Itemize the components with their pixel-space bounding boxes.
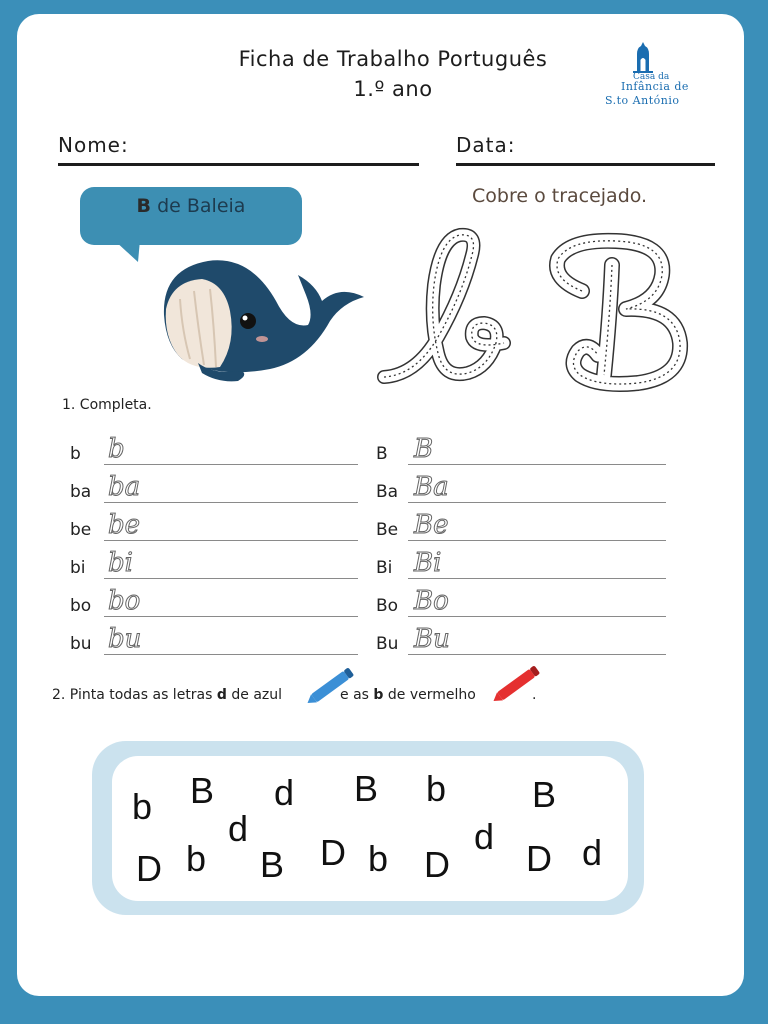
letter-tile[interactable]: D: [424, 844, 450, 885]
lower-model-word: bu: [108, 624, 142, 654]
letter-tile[interactable]: b: [426, 768, 447, 809]
lower-writing-line[interactable]: [104, 578, 358, 579]
upper-model-word: Be: [414, 510, 449, 540]
tracing-letters: [376, 225, 706, 395]
grade-line: 1.º ano: [353, 77, 433, 101]
logo-text-3: S.to António: [605, 94, 680, 107]
exercise-2-instruction: [52, 687, 282, 703]
letter-tile[interactable]: b: [132, 786, 153, 827]
logo-text-1: Casa da: [633, 72, 670, 82]
lower-row-label: be: [70, 520, 92, 540]
lower-writing-line[interactable]: [104, 502, 358, 503]
instruction-part-1: 2. Pinta todas as letras: [52, 687, 217, 703]
instruction-period: .: [532, 687, 537, 703]
lower-writing-line[interactable]: [104, 540, 358, 541]
letter-b: b: [373, 687, 384, 703]
trace-letter-upper[interactable]: [557, 241, 680, 384]
upper-row-label: Bo: [376, 596, 399, 616]
letter-tile[interactable]: B: [260, 844, 285, 885]
lower-writing-line[interactable]: [104, 616, 358, 617]
date-field[interactable]: [456, 163, 715, 166]
trace-letter-lower[interactable]: [384, 235, 504, 377]
upper-writing-line[interactable]: [408, 540, 666, 541]
instruction-part-3: e as: [340, 687, 374, 703]
lower-model-word: ba: [108, 472, 141, 502]
date-label: Data:: [456, 133, 516, 157]
letter-tile[interactable]: d: [474, 816, 495, 857]
featured-letter: B: [136, 195, 152, 217]
lower-row-label: ba: [70, 482, 92, 502]
upper-writing-line[interactable]: [408, 464, 666, 465]
letter-tile[interactable]: b: [186, 838, 207, 879]
lower-row-label: bo: [70, 596, 92, 616]
title-line: Ficha de Trabalho Português: [238, 47, 548, 71]
upper-model-word: Bo: [414, 586, 449, 616]
letter-tile[interactable]: d: [274, 772, 295, 813]
letter-tile[interactable]: b: [368, 838, 389, 879]
upper-row-label: Bu: [376, 634, 399, 654]
upper-writing-line[interactable]: [408, 654, 666, 655]
upper-model-word: Ba: [414, 472, 449, 502]
letter-tile[interactable]: D: [320, 832, 346, 873]
speech-bubble-text: [80, 195, 302, 217]
lower-writing-line[interactable]: [104, 654, 358, 655]
instruction-part-4: de vermelho: [383, 687, 476, 703]
lower-row-label: bu: [70, 634, 92, 654]
lower-row-label: bi: [70, 558, 86, 578]
logo-text-2: Infância de: [621, 80, 689, 93]
exercise-2-instruction-end: [340, 687, 476, 703]
letter-d: d: [216, 687, 227, 703]
speech-bubble-tail: [112, 240, 142, 266]
letter-tile[interactable]: d: [228, 808, 249, 849]
lower-writing-line[interactable]: [104, 464, 358, 465]
instruction-part-2: de azul: [226, 687, 283, 703]
letter-tile[interactable]: B: [354, 768, 379, 809]
featured-word: de Baleia: [151, 195, 246, 217]
trace-instruction: Cobre o tracejado.: [472, 185, 648, 207]
letter-tile[interactable]: D: [136, 848, 162, 889]
lower-model-word: b: [108, 434, 125, 464]
upper-writing-line[interactable]: [408, 616, 666, 617]
upper-writing-line[interactable]: [408, 502, 666, 503]
red-pencil-icon: [488, 662, 546, 706]
lower-model-word: bi: [108, 548, 133, 578]
letter-tile[interactable]: B: [532, 774, 557, 815]
letter-tile[interactable]: D: [526, 838, 552, 879]
upper-model-word: Bi: [414, 548, 442, 578]
lower-row-label: b: [70, 444, 81, 464]
letter-tile[interactable]: d: [582, 832, 603, 873]
upper-row-label: B: [376, 444, 388, 464]
tower-icon: [603, 42, 695, 74]
name-field[interactable]: [58, 163, 419, 166]
letter-tile[interactable]: B: [190, 770, 215, 811]
whale-illustration: [158, 255, 368, 383]
name-label: Nome:: [58, 133, 129, 157]
upper-writing-line[interactable]: [408, 578, 666, 579]
upper-row-label: Be: [376, 520, 399, 540]
upper-row-label: Bi: [376, 558, 393, 578]
lower-model-word: be: [108, 510, 141, 540]
upper-model-word: B: [414, 434, 434, 464]
school-logo: [603, 42, 695, 114]
upper-model-word: Bu: [414, 624, 450, 654]
exercise-1-label: 1. Completa.: [62, 397, 152, 413]
lower-model-word: bo: [108, 586, 141, 616]
upper-row-label: Ba: [376, 482, 399, 502]
